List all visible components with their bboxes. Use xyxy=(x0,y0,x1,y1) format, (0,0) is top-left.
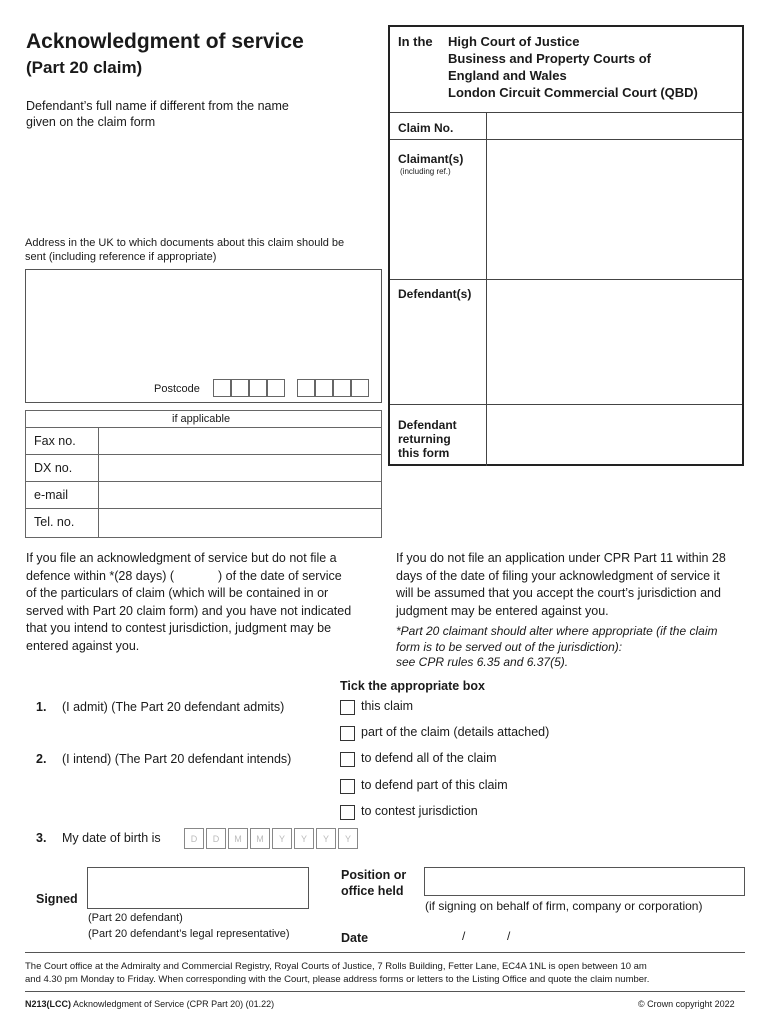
defendant-returning-field[interactable] xyxy=(487,405,742,466)
copyright: © Crown copyright 2022 xyxy=(638,999,735,1009)
q1-number: 1. xyxy=(36,700,47,714)
fax-label: Fax no. xyxy=(34,434,76,448)
admit-part-checkbox[interactable] xyxy=(340,726,355,741)
footer-info: The Court office at the Admiralty and Commercial Registry, Royal Courts of Justice, 7 Rolls Building, Fetter Lane, EC4A 1NL is open between 10 am and 4.30 pm Monday to Friday. When corresponding with the Court, please address forms or letters to the Listing Office and quote the claim number. xyxy=(25,961,650,985)
dob-box[interactable]: Y xyxy=(338,828,358,849)
position-note: (if signing on behalf of firm, company or corporation) xyxy=(425,899,703,913)
tel-input[interactable] xyxy=(99,509,381,537)
date-field[interactable] xyxy=(424,927,594,947)
defendant-name-label: Defendant’s full name if different from the name given on the claim form xyxy=(26,99,289,129)
signature-notes: (Part 20 defendant) (Part 20 defendant’s legal representative) xyxy=(88,912,290,940)
form-identifier: N213(LCC) Acknowledgment of Service (CPR Part 20) (01.22) xyxy=(25,999,275,1009)
date-slash: / xyxy=(462,929,466,943)
dob-box[interactable]: D xyxy=(184,828,204,849)
dob-box[interactable]: D xyxy=(206,828,226,849)
if-applicable-label: if applicable xyxy=(172,413,231,425)
signed-label: Signed xyxy=(36,892,78,906)
court-box xyxy=(388,25,744,466)
claim-no-field[interactable] xyxy=(487,113,742,139)
claimants-label: Claimant(s) xyxy=(398,152,464,166)
admit-claim-label: this claim xyxy=(361,699,414,713)
postcode-label: Postcode xyxy=(154,383,200,395)
defendant-returning-label: Defendant returning this form xyxy=(398,418,457,460)
position-field[interactable] xyxy=(424,867,745,896)
address-field[interactable] xyxy=(25,269,382,403)
admit-part-label: part of the claim (details attached) xyxy=(361,725,550,739)
email-input[interactable] xyxy=(99,482,381,508)
fax-input[interactable] xyxy=(99,428,381,454)
defendants-field[interactable] xyxy=(487,280,742,404)
tel-label: Tel. no. xyxy=(34,515,75,529)
email-label: e-mail xyxy=(34,488,69,502)
date-label: Date xyxy=(341,931,369,945)
defendant-name-field[interactable] xyxy=(26,134,381,230)
defend-all-checkbox[interactable] xyxy=(340,752,355,767)
form-title: Acknowledgment of service xyxy=(26,30,304,53)
contest-jurisdiction-label: to contest jurisdiction xyxy=(361,804,478,818)
dob-box[interactable]: Y xyxy=(294,828,314,849)
dx-input[interactable] xyxy=(99,455,381,481)
fax-row xyxy=(25,428,382,455)
right-note: If you do not file an application under CPR Part 11 within 28 days of the date of filing your acknowledgment of service it will be assumed that you accept the court’s jurisdiction and judgment may be entered against you. xyxy=(396,551,726,618)
q3-text: My date of birth is xyxy=(62,831,161,845)
defend-part-checkbox[interactable] xyxy=(340,779,355,794)
q1-text: (I admit) (The Part 20 defendant admits) xyxy=(62,700,285,714)
dx-label: DX no. xyxy=(34,461,73,475)
dob-box[interactable]: M xyxy=(228,828,248,849)
signature-field[interactable] xyxy=(87,867,309,909)
q3-number: 3. xyxy=(36,831,47,845)
postcode-boxes[interactable] xyxy=(213,379,373,399)
dob-box[interactable]: Y xyxy=(316,828,336,849)
claimants-field[interactable] xyxy=(487,140,742,279)
dob-box[interactable]: Y xyxy=(272,828,292,849)
admit-claim-checkbox[interactable] xyxy=(340,700,355,715)
q2-text: (I intend) (The Part 20 defendant intends) xyxy=(62,752,292,766)
contact-header xyxy=(25,410,382,428)
date-slash: / xyxy=(507,929,511,943)
footer-divider xyxy=(25,991,745,992)
court-name: High Court of Justice Business and Property Courts of England and Wales London Circuit Commercial Court (QBD) xyxy=(448,34,698,100)
dx-row xyxy=(25,455,382,482)
dob-box[interactable]: M xyxy=(250,828,270,849)
address-label: Address in the UK to which documents about this claim should be sent (including reference if appropriate) xyxy=(25,237,345,263)
tick-heading: Tick the appropriate box xyxy=(340,679,485,693)
defend-all-label: to defend all of the claim xyxy=(361,751,497,765)
claim-no-label: Claim No. xyxy=(398,121,454,135)
defendants-label: Defendant(s) xyxy=(398,287,472,301)
claimants-note: (including ref.) xyxy=(400,167,451,176)
tel-row xyxy=(25,509,382,538)
position-label: Position or office held xyxy=(341,868,407,898)
q2-number: 2. xyxy=(36,752,47,766)
in-the-label: In the xyxy=(398,34,433,49)
defend-part-label: to defend part of this claim xyxy=(361,778,508,792)
left-note: If you file an acknowledgment of service but do not file a defence within *(28 days) ( ) of the date of service of the particulars of claim (which will be contained in or served with Part 20 claim form) and you have not indicated that you intend to contest jurisdiction, judgment may be entered against you. xyxy=(26,551,352,653)
right-italic-note: *Part 20 claimant should alter where appropriate (if the claim form is to be served out of the jurisdiction): see CPR rules 6.35 and 6.37(5). xyxy=(396,624,718,669)
footer-divider xyxy=(25,952,745,953)
contest-jurisdiction-checkbox[interactable] xyxy=(340,805,355,820)
form-subtitle: (Part 20 claim) xyxy=(26,58,143,77)
email-row xyxy=(25,482,382,509)
